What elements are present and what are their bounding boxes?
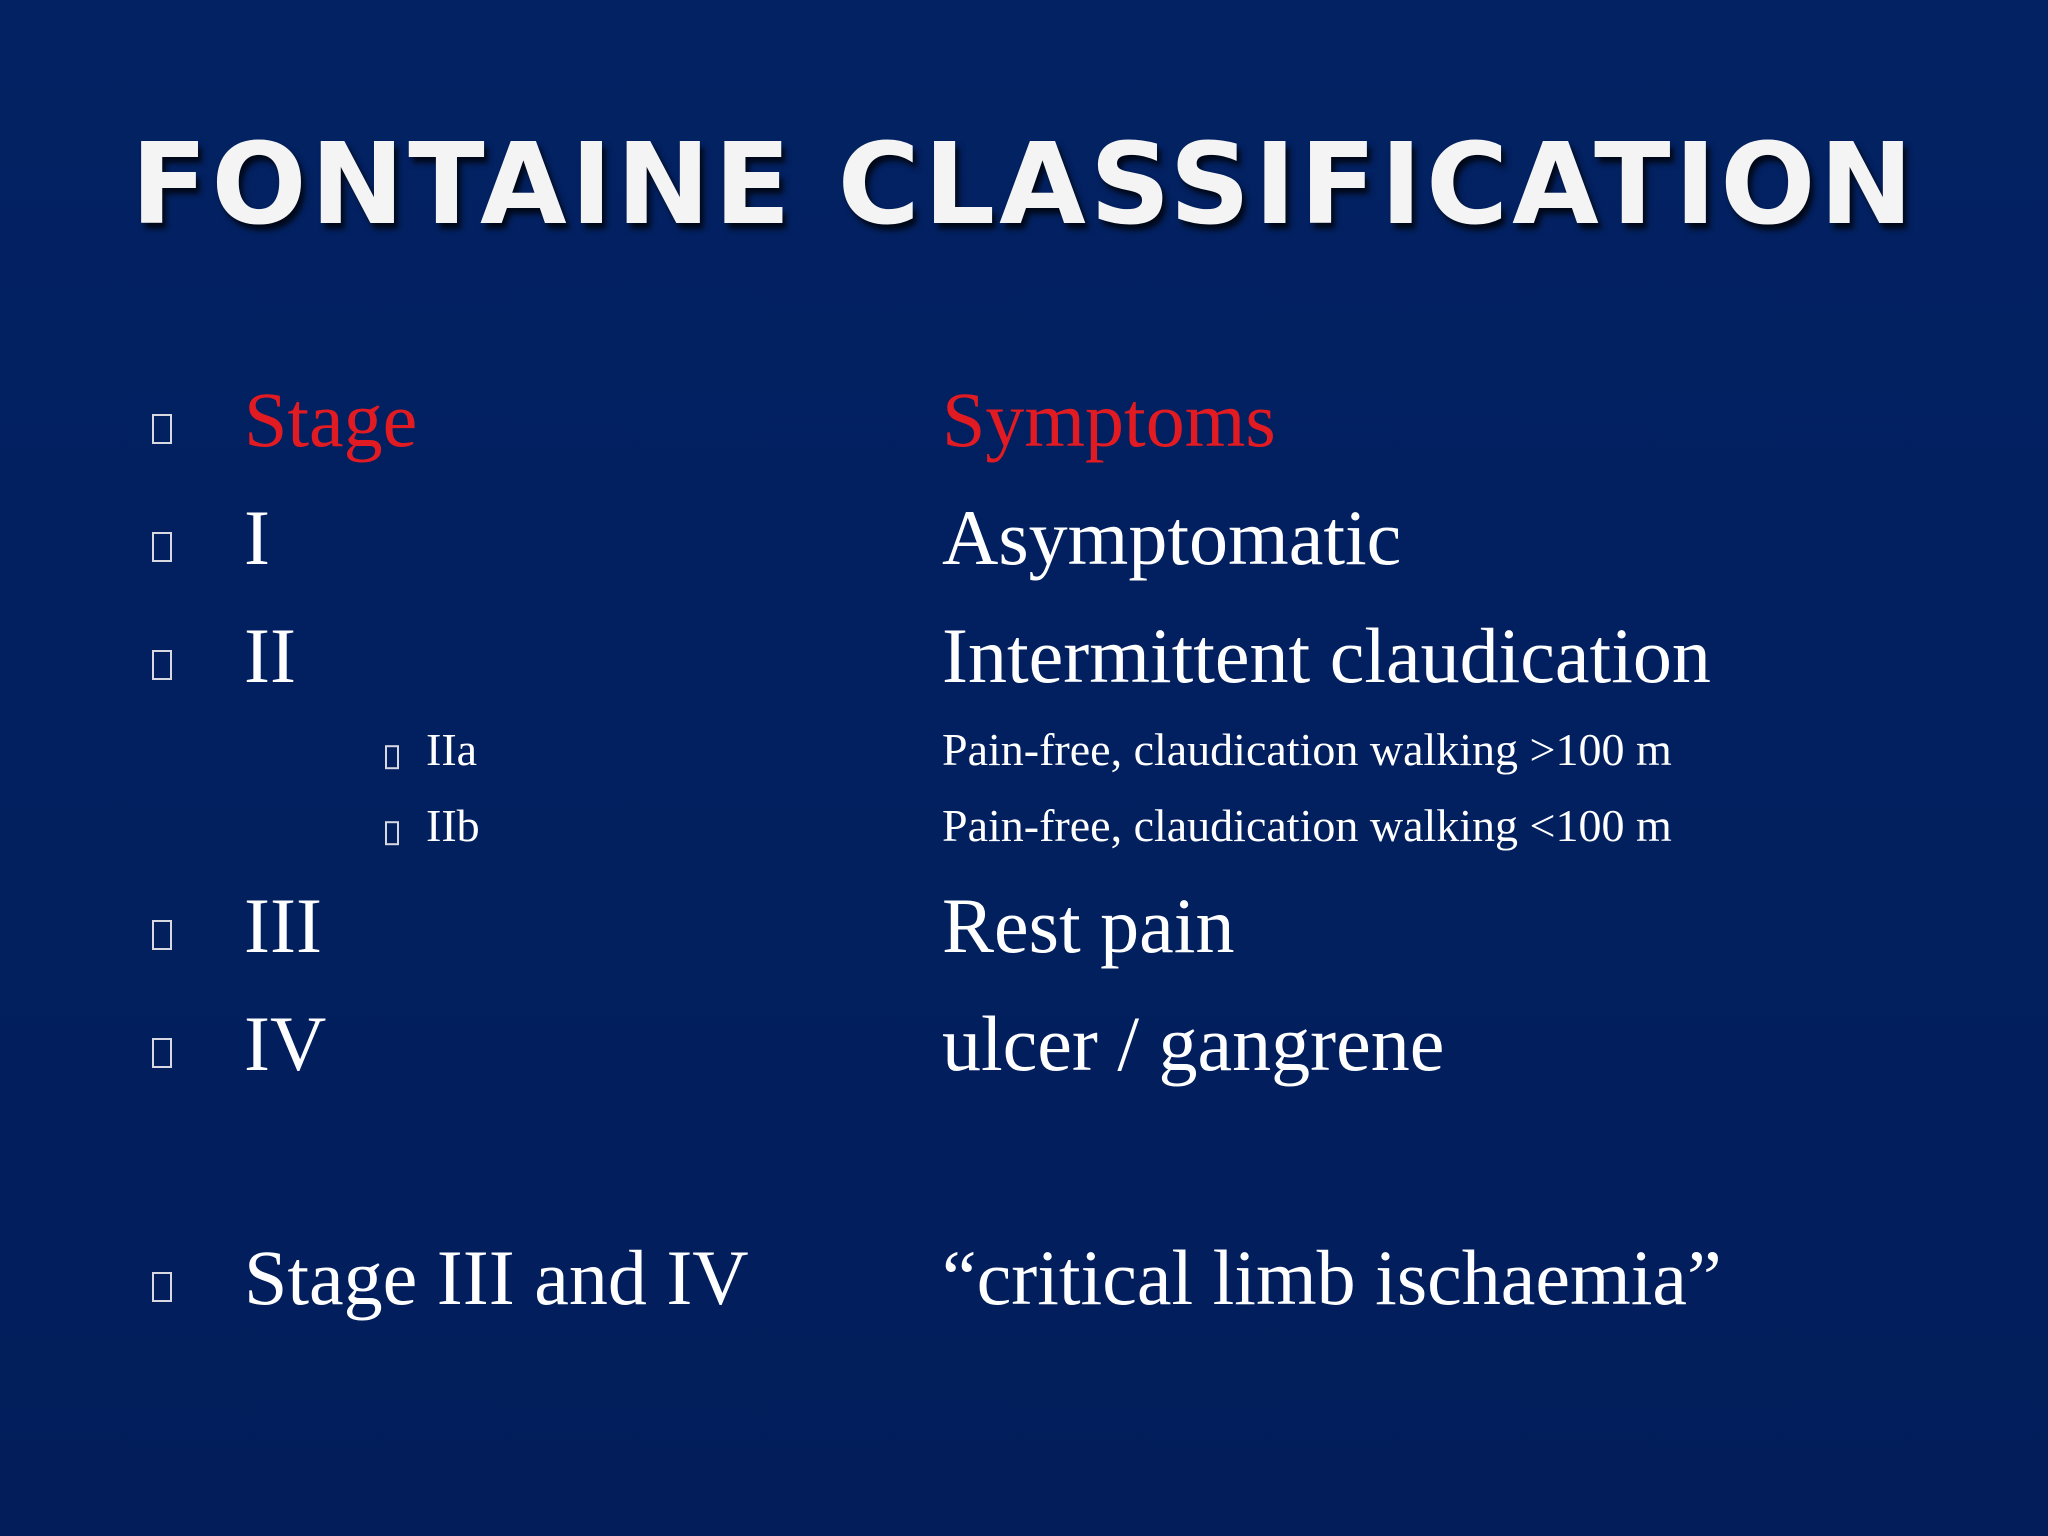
stage-label: IIa xyxy=(426,724,478,775)
bullet-icon xyxy=(152,650,172,680)
symptom-text: Rest pain xyxy=(942,882,1235,969)
symptom-text: Pain-free, claudication walking >100 m xyxy=(942,724,1672,775)
list-item xyxy=(0,606,2048,706)
slide-title: FONTAINE CLASSIFICATION xyxy=(130,120,1918,250)
list-item xyxy=(0,994,2048,1094)
sub-bullet-icon xyxy=(385,821,399,845)
symptom-text: Intermittent claudication xyxy=(942,612,1711,699)
stage-header: Stage xyxy=(244,376,418,463)
stage-label: IIb xyxy=(426,800,480,851)
symptoms-header: Symptoms xyxy=(942,376,1276,463)
stage-label: IV xyxy=(244,1000,327,1087)
header-row xyxy=(0,370,2048,470)
sub-bullet-icon xyxy=(385,745,399,769)
symptom-text: ulcer / gangrene xyxy=(942,1000,1445,1087)
bullet-icon xyxy=(152,1038,172,1068)
list-item xyxy=(0,488,2048,588)
sub-list-item xyxy=(0,776,2048,876)
bullet-icon xyxy=(152,1272,172,1302)
bullet-icon xyxy=(152,532,172,562)
symptom-text: Pain-free, claudication walking <100 m xyxy=(942,800,1672,851)
stage-label: III xyxy=(244,882,322,969)
stage-label: I xyxy=(244,494,270,581)
stage-label: II xyxy=(244,612,296,699)
note-row xyxy=(0,1228,2048,1328)
symptom-text: Asymptomatic xyxy=(942,494,1402,581)
note-symptom: “critical limb ischaemia” xyxy=(942,1234,1722,1321)
list-item xyxy=(0,876,2048,976)
note-stage: Stage III and IV xyxy=(244,1234,749,1321)
bullet-icon xyxy=(152,414,172,444)
bullet-icon xyxy=(152,920,172,950)
